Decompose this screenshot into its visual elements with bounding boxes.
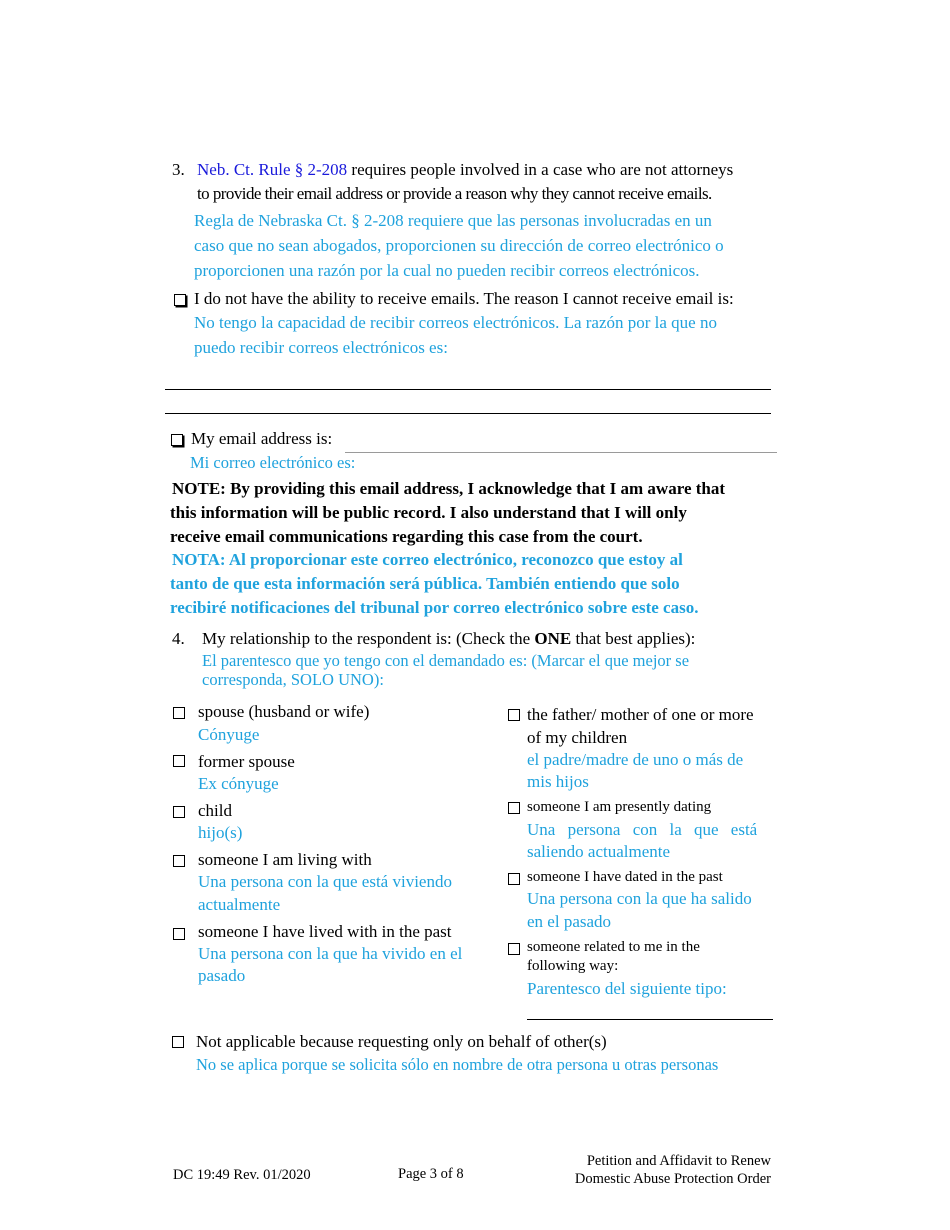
parent-label-1: the father/ mother of one or more [527,705,754,724]
prompt-bold: ONE [534,629,572,648]
dated-checkbox[interactable] [508,873,520,885]
lived-with-label: someone I have lived with in the past [198,922,452,941]
section-3-es-line-1: Regla de Nebraska Ct. § 2-208 requiere que las personas involucradas en un [194,211,712,230]
spouse-es: Cónyuge [198,725,260,744]
related-checkbox[interactable] [508,943,520,955]
related-es: Parentesco del siguiente tipo: [527,979,727,998]
no-email-es-line-1: No tengo la capacidad de recibir correos electrónicos. La razón por la que no [194,313,717,332]
former-spouse-checkbox[interactable] [173,755,185,767]
living-with-es-1: Una persona con la que está viviendo [198,872,452,891]
note-es-line-1: NOTA: Al proporcionar este correo electrónico, reconozco que estoy al [172,550,683,569]
no-email-reason-line-2[interactable] [165,413,771,414]
section-3-line-2: to provide their email address or provide a reason why they cannot receive emails. [197,184,712,203]
email-es-label: Mi correo electrónico es: [190,453,356,472]
no-email-label: I do not have the ability to receive emails. The reason I cannot receive email is: [194,289,734,308]
section-3-line-1 [197,160,733,180]
dated-es-2: en el pasado [527,912,612,931]
note-es-line-2: tanto de que esta información será pública. También entiendo que solo [170,574,680,593]
section-3-es-line-3: proporcionen una razón por la cual no pueden recibir correos electrónicos. [194,261,700,280]
related-label-2: following way: [527,958,619,974]
footer-title-1: Petition and Affidavit to Renew [586,1153,771,1169]
parent-label-2: of my children [527,728,628,747]
dated-label: someone I have dated in the past [527,869,723,885]
living-with-label: someone I am living with [198,850,372,869]
prompt-post: that best applies): [571,629,696,648]
former-spouse-label: former spouse [198,752,295,771]
related-label-1: someone related to me in the [527,939,700,955]
note-en-line-2: this information will be public record. I also understand that I will only [170,503,687,522]
email-checkbox[interactable] [171,434,183,446]
dating-label: someone I am presently dating [527,799,712,815]
lived-with-checkbox[interactable] [173,928,185,940]
lived-with-es-1: Una persona con la que ha vivido en el [198,944,463,963]
spouse-checkbox[interactable] [173,707,185,719]
note-en-line-1: NOTE: By providing this email address, I acknowledge that I am aware that [172,479,726,498]
section-3-number: 3. [172,160,185,179]
rule-link[interactable]: Neb. Ct. Rule § 2-208 [197,160,348,179]
section-4-prompt [202,629,695,649]
parent-es-2: mis hijos [527,772,589,791]
no-email-reason-line-1[interactable] [165,389,771,390]
section-4-prompt-es-1: El parentesco que yo tengo con el demandado es: (Marcar el que mejor se [202,651,690,670]
dated-es-1: Una persona con la que ha salido [527,889,752,908]
dating-es-1: Una persona con la que está [527,820,758,839]
prompt-pre: My relationship to the respondent is: (Check the [202,629,535,648]
footer-form-id: DC 19:49 Rev. 01/2020 [173,1167,311,1183]
email-label: My email address is: [191,429,333,448]
living-with-checkbox[interactable] [173,855,185,867]
child-es: hijo(s) [198,823,243,842]
section-4-number: 4. [172,629,185,648]
parent-es-1: el padre/madre de uno o más de [527,750,744,769]
dating-checkbox[interactable] [508,802,520,814]
child-label: child [198,801,232,820]
parent-checkbox[interactable] [508,709,520,721]
footer-title-2: Domestic Abuse Protection Order [574,1171,771,1187]
not-applicable-label: Not applicable because requesting only on behalf of other(s) [196,1032,607,1051]
footer-page-number: Page 3 of 8 [398,1166,464,1182]
not-applicable-es: No se aplica porque se solicita sólo en nombre de otra persona u otras personas [196,1055,719,1074]
living-with-es-2: actualmente [198,895,281,914]
dating-es-2: saliendo actualmente [527,842,671,861]
note-es-line-3: recibiré notificaciones del tribunal por correo electrónico sobre este caso. [170,598,699,617]
related-way-field[interactable] [527,1019,773,1020]
section-4-prompt-es-2: corresponda, SOLO UNO): [202,670,384,689]
note-en-line-3: receive email communications regarding this case from the court. [170,527,643,546]
no-email-es-line-2: puedo recibir correos electrónicos es: [194,338,448,357]
child-checkbox[interactable] [173,806,185,818]
email-address-field[interactable] [345,452,777,453]
no-email-checkbox[interactable] [174,294,186,306]
former-spouse-es: Ex cónyuge [198,774,279,793]
lived-with-es-2: pasado [198,966,246,985]
section-3-es-line-2: caso que no sean abogados, proporcionen su dirección de correo electrónico o [194,236,724,255]
section-3-line-1-rest: requires people involved in a case who are not attorneys [347,160,734,179]
spouse-label: spouse (husband or wife) [198,702,370,721]
not-applicable-checkbox[interactable] [172,1036,184,1048]
